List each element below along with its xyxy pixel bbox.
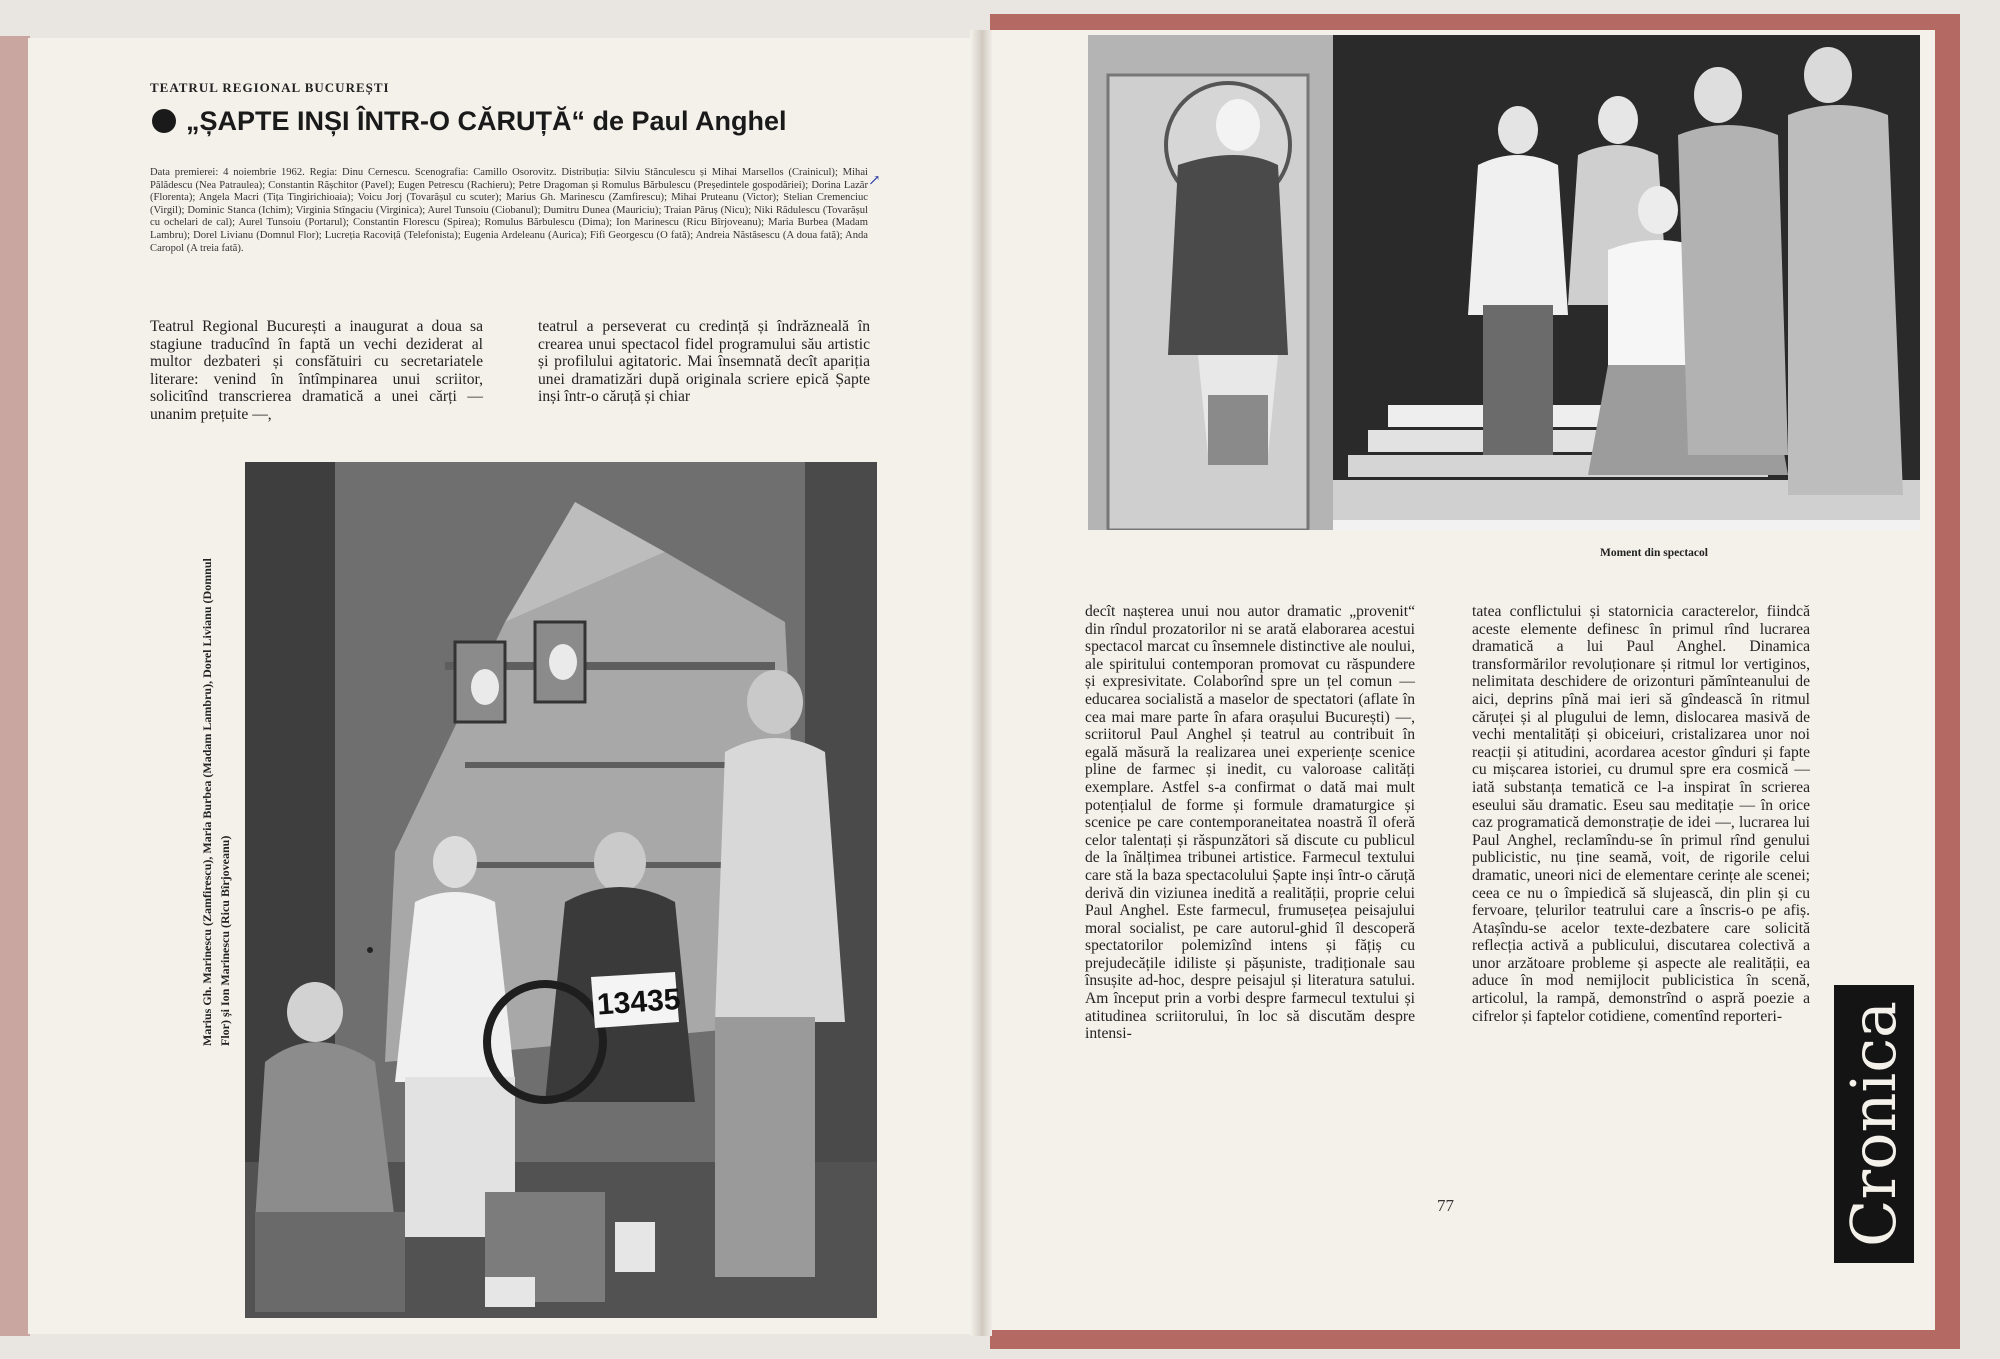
right-column-1: decît nașterea unui nou autor dramatic „provenit“ din rîndul prozatorilor ni se arată elaborarea acestui spectacol marcat cu însemnele distinctive ale noului, ale spiritului contemporan promovat cu răspundere și expresivitate. Colaborînd spre un țel comun — educarea socialistă a maselor de spectatori (aflate în cea mai mare parte în afara orașului București) —, scriitorul Paul Anghel și teatrul au contribuit în egală măsură la realizarea unei experiențe scenice pline de farmec și inedit, cu valoroase calități exemplare. Astfel s-a confirmat o dată mai mult potențialul de forme și formule dramaturgice și scenice pe care contemporaneitatea noastră îl oferă celor talentați și răspunzători să discute cu publicul de la înălțimea tribunei artistice. Farmecul textului care stă la baza spectacolului Șapte inși într-o căruță derivă din viziunea inedită a realității, proprie celui Paul Anghel. Este farmecul, frumusețea peisajului moral socialist, pe care autorul-ghid îl descoperă spectatorilor polemizînd intens și fățiș cu prejudecățile idiliste și pășuniste, tradiționale sau însușite ad-hoc, despre peisajul și literatura satului. Am început prin a vorbi despre farmecul textului și atitudinea scriitorului, în loc să discutăm despre intensi- [1085, 603, 1415, 1043]
stage-photo-moment [1088, 35, 1920, 530]
book-gutter [970, 30, 992, 1336]
article-title [152, 106, 787, 137]
pen-mark-icon: ↗ [868, 173, 881, 189]
bullet-dot-icon [152, 109, 176, 133]
stage-sign-number: 13435 [595, 982, 682, 1022]
premiere-credits: Data premierei: 4 noiembrie 1962. Regia: Dinu Cernescu. Scenografia: Camillo Osorovitz. Distribuția: Silviu Stănculescu și Mihai Marsellos (Crainicul); Mihai Pălădescu (Nea Patraulea); Constantin Rășchitor (Pavel); Eugen Petrescu (Rachieru); Petre Dragoman și Romulus Bărbulescu (Președintele gospodăriei); Dorina Lazăr (Florenta); Angela Macri (Tița Tingirichioaia); Voicu Jorj (Tovarășul cu scuter); Marius Gh. Marinescu (Zamfirescu); Mihai Pruteanu (Victor); Stelian Cremenciuc (Virgil); Dominic Stanca (Ichim); Virginia Stîngaciu (Virginica); Aurel Tunsoiu (Ciobanul); Dumitru Dunea (Mauriciu); Traian Păruș (Nicu); Niki Rădulescu (Tovarășul cu ochelari de cal); Aurel Tunsoiu (Portarul); Constantin Florescu (Spirea); Romulus Bărbulescu (Dima); Ion Marinescu (Ricu Bîrjoveanu); Maria Burbea (Madam Lambru); Dorel Livianu (Domnul Flor); Lucreția Racoviță (Telefonista); Eugenia Ardeleanu (Aurica); Fifi Georgescu (O fată); Andreia Năstăsescu (A doua fată); Anda Caropol (A treia fată). [150, 167, 868, 254]
right-column-2: tatea conflictului și statornicia caracterelor, fiindcă aceste elemente definesc în primul rînd lucrarea dramatică a lui Paul Anghel. Dinamica transformărilor revoluționare și ritmul lor vertiginos, nelimitata deschidere de orizonturi pămînteanului de aici, deprins pînă mai ieri să gîndească în ritmul căruței și al plugului de lemn, dislocarea masivă de vechi mentalități și obiceiuri, cristalizarea unor noi reacții și atitudini, acordarea acestor gînduri și fapte cu mișcarea istoriei, cu drumul spre era cosmică — iată substanța tematică ce l-a inspirat în scrierea eseului său dramatic. Eseu sau meditație — în orice caz programatică demonstrație de idei —, lucrarea lui Paul Anghel, reclamîndu-se în primul rînd genului publicistic, nu ține seamă, voit, de rigorile celui dramatic, uneori nici de elementare cerințe ale scenei; ceea ce nu o împiedică să slujească, din plin și cu fervoare, țelurilor teatrului care a înscris-o pe afiș. Atașîndu-se acelor texte-dezbatere care solicită reflecția activă a publicului, discutarea colectivă a unor arzătoare probleme și aspecte ale realității, ea aduce în mod nemijlocit publicistica în scenă, articolul, la rampă, demonstrînd o aspră poezie a cifrelor și faptelor cotidiene, comentînd reporteri- [1472, 603, 1810, 1025]
left-photo-caption-text: Marius Gh. Marinescu (Zamfirescu), Maria Burbea (Madam Lambru), Dorel Livianu (Domnul Flor) și Ion Marinescu (Ricu Bîrjoveanu) [200, 558, 232, 1046]
stage-photo-main [245, 462, 877, 1318]
book-cover-left-edge [0, 36, 30, 1336]
theatre-kicker: TEATRUL REGIONAL BUCUREȘTI [150, 80, 390, 95]
page-number: 77 [1437, 1196, 1454, 1215]
article-title-text: „ȘAPTE INȘI ÎNTR-O CĂRUȚĂ“ de Paul Anghel [186, 106, 787, 136]
left-column-1: Teatrul Regional București a inaugurat a doua sa stagiune traducînd în faptă un vechi deziderat al multor dezbateri și consfătuiri cu secretariatele literare: venind în întîmpinarea unui scriitor, solicitînd transcrierea dramatică a unei cărți — unanim prețuite —, [150, 318, 483, 423]
left-photo-caption [198, 556, 242, 1046]
left-column-2: teatrul a perseverat cu credință și îndrăzneală în crearea unui spectacol fidel programului său artistic și profilului agitatoric. Mai însemnată decît apariția unei dramatizări după originala scriere epică Șapte inși într-o căruță și chiar [538, 318, 870, 406]
right-photo-caption: Moment din spectacol [1600, 547, 1708, 559]
section-tab-label: Cronica [1837, 1001, 1910, 1247]
section-tab-cronica [1834, 985, 1914, 1263]
